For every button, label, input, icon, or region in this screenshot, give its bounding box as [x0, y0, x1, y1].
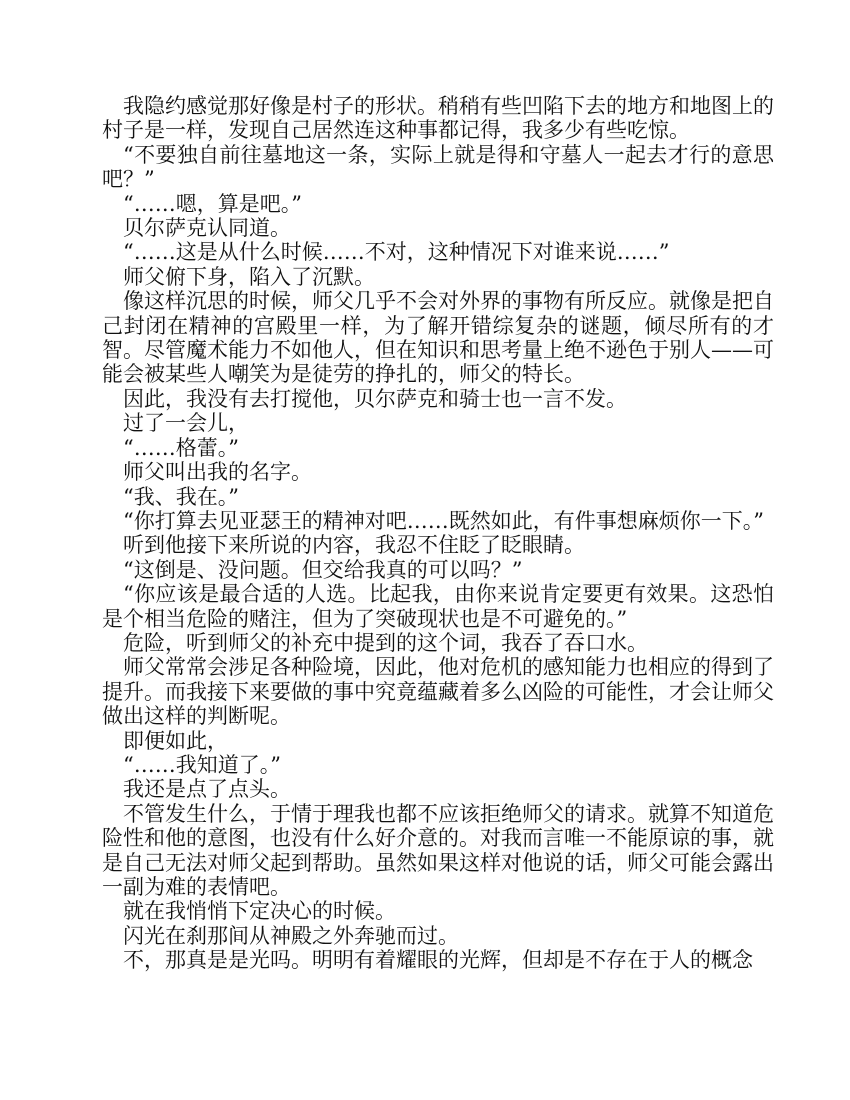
paragraph: “不要独自前往墓地这一条，实际上就是得和守墓人一起去才行的意思吧？”: [102, 142, 774, 192]
paragraph: 听到他接下来所说的内容，我忍不住眨了眨眼睛。: [123, 533, 585, 558]
paragraph: 因此，我没有去打搅他，贝尔萨克和骑士也一言不发。: [123, 386, 627, 411]
document-page: [102, 94, 774, 973]
paragraph: “你应该是最合适的人选。比起我，由你来说肯定要更有效果。这恐怕是个相当危险的赌注，但为了突破现状也是不可避免的。”: [102, 582, 774, 631]
paragraph: 过了一会儿，: [123, 411, 249, 436]
paragraph: 危险，听到师父的补充中提到的这个词，我吞了吞口水。: [123, 630, 648, 655]
paragraph: 我还是点了点头。: [123, 777, 291, 802]
paragraph: 师父叫出我的名字。: [123, 460, 312, 485]
paragraph: 不，那真是是光吗。明明有着耀眼的光辉，但却是不存在于人的概念: [123, 948, 753, 973]
paragraph: “这倒是、没问题。但交给我真的可以吗？”: [123, 557, 523, 582]
paragraph: 闪光在刹那间从神殿之外奔驰而过。: [123, 923, 459, 948]
paragraph: 就在我悄悄下定决心的时候。: [123, 899, 396, 924]
paragraph: 像这样沉思的时候，师父几乎不会对外界的事物有所反应。就像是把自己封闭在精神的宫殿里一样，为了解开错综复杂的谜题，倾尽所有的才智。尽管魔术能力不如他人，但在知识和思考量上绝不逊色于别人——可能会被某些人嘲笑为是徒劳的挣扎的，师父的特长。: [102, 289, 774, 387]
paragraph: “你打算去见亚瑟王的精神对吧……既然如此，有件事想麻烦你一下。”: [123, 508, 764, 533]
paragraph: “……这是从什么时候……不对，这种情况下对谁来说……”: [123, 240, 670, 265]
paragraph: 师父俯下身，陷入了沉默。: [123, 264, 375, 289]
paragraph: “……我知道了。”: [123, 752, 281, 777]
paragraph: “……格蕾。”: [123, 435, 239, 460]
paragraph: 我隐约感觉那好像是村子的形状。稍稍有些凹陷下去的地方和地图上的村子是一样，发现自己居然连这种事都记得，我多少有些吃惊。: [102, 94, 774, 143]
paragraph: 贝尔萨克认同道。: [123, 216, 291, 241]
paragraph: “我、我在。”: [123, 484, 239, 509]
paragraph: “……嗯，算是吧。”: [123, 191, 302, 216]
paragraph: 不管发生什么，于情于理我也都不应该拒绝师父的请求。就算不知道危险性和他的意图，也没有什么好介意的。对我而言唯一不能原谅的事，就是自己无法对师父起到帮助。虽然如果这样对他说的话，师父可能会露出一副为难的表情吧。: [102, 801, 774, 899]
paragraph: 师父常常会涉足各种险境，因此，他对危机的感知能力也相应的得到了提升。而我接下来要做的事中究竟蕴藏着多么凶险的可能性，才会让师父做出这样的判断呢。: [102, 655, 774, 729]
paragraph: 即便如此，: [123, 728, 228, 753]
